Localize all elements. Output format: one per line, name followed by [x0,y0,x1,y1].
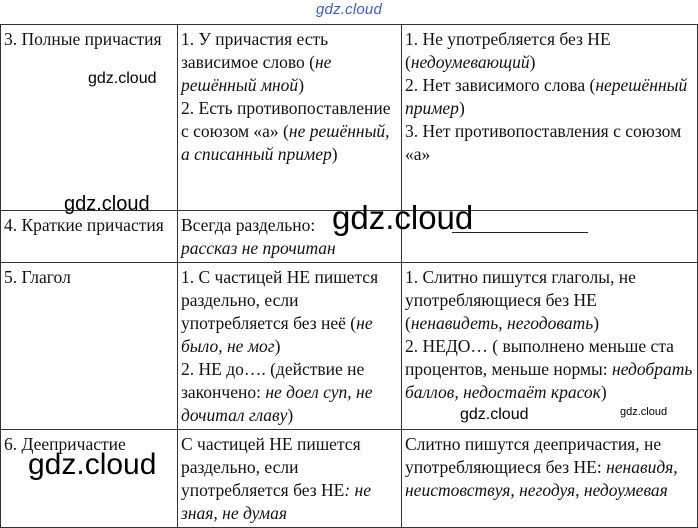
joined-spelling-cell [402,430,698,528]
example-text: не решённый, а списанный пример [181,121,390,164]
separate-spelling-cell [178,430,402,528]
cell-text: 4. Краткие причастия [4,215,164,235]
example-text: ненавидеть, негодовать [410,313,594,333]
rule-text: 2. Есть противопоставление с союзом «а» ( [181,98,391,141]
watermark: gdz.cloud [460,406,529,423]
category-cell [1,25,178,211]
rule-text: ) [600,382,607,402]
example-text: недоумевающий [410,52,530,72]
table-row [1,263,698,430]
watermark: gdz.cloud [88,70,157,87]
watermark: gdz.cloud [64,193,150,215]
example-text: не было, не мог [181,313,373,356]
rule-text: 1. С частицей НЕ пишется раздельно, если употребляется без неё ( [181,267,379,333]
example-text: не решённый мной [181,52,332,95]
cell-text: 5. Глагол [4,267,71,287]
rule-text: ) [331,144,338,164]
joined-spelling-cell [402,263,698,430]
rule-text: ) [529,52,536,72]
example-text: недобрать баллов, недостаёт красок [405,359,693,402]
watermark: gdz.cloud [28,448,157,481]
example-text: : не зная, не думая [181,480,372,523]
rule-text: Слитно пишутся деепричастия, не употребляющиеся без НЕ: [405,434,662,477]
rule-text: ) [274,336,281,356]
example-text: рассказ не прочитан [181,238,336,258]
watermark: gdz.cloud [620,406,668,418]
separate-spelling-cell [178,263,402,430]
rule-text: 1. У причастия есть зависимое слово ( [181,29,329,72]
rule-text: С частицей НЕ пишется раздельно, если употребляется без НЕ [181,434,361,500]
cell-text: 6. Деепричастие [4,434,126,454]
separate-spelling-cell [178,25,402,211]
table-row [1,25,698,211]
rule-text: 2. Нет зависимого слова ( [405,75,596,95]
example-text: ненавидя, неистовствуя, негодуя, недоумевая [405,457,678,500]
rule-text: Всегда раздельно: [181,215,316,235]
category-cell [1,263,178,430]
rule-text: ) [298,75,305,95]
category-cell [1,211,178,263]
watermark-top: gdz.cloud [315,1,382,18]
watermark: gdz.cloud [332,199,474,236]
rule-text: ) [593,313,600,333]
joined-spelling-cell [402,25,698,211]
rule-text: ) [458,98,465,118]
rule-text: 1. Не употребляется без НЕ ( [405,29,611,72]
rule-text: ) [287,405,294,425]
rule-text: 2. НЕДО… ( выполнено меньше ста процентов, меньше нормы: [405,336,674,379]
example-text: нерешённый пример [405,75,688,118]
rule-text: 1. Слитно пишутся глаголы, не употребляющиеся без НЕ ( [405,267,636,333]
rule-text: 3. Нет противопоставления с союзом «а» [405,121,682,164]
example-text: не доел суп, не дочитал главу [181,382,373,425]
rule-text: 2. НЕ до…. (действие не закончено: [181,359,365,402]
cell-text: 3. Полные причастия [4,29,162,49]
